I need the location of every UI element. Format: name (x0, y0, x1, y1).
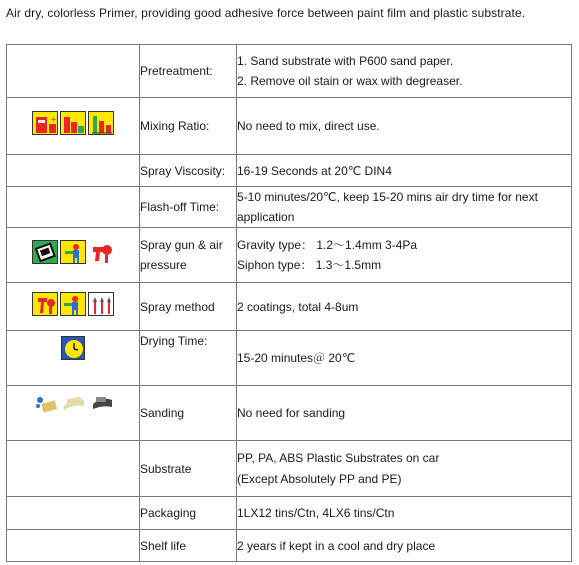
icon-cell (7, 331, 140, 386)
icon-cell (7, 530, 140, 562)
table-row (7, 530, 572, 562)
icon-cell (7, 98, 140, 155)
spec-table (6, 44, 572, 562)
value-line: 16-19 Seconds at 20℃ DIN4 (237, 163, 392, 178)
row-value (237, 441, 572, 497)
value-line: 5-10 minutes/20℃, keep 15-20 mins air dry time for next application (237, 190, 538, 224)
value-line: Gravity type： 1.2～1.4mm 3-4Pa (237, 238, 418, 252)
table-row (7, 283, 572, 331)
value-line: 15-20 minutes＠ 20℃ (237, 351, 356, 365)
row-label: Spray Viscosity: (140, 155, 237, 187)
table-row (7, 98, 572, 155)
hand-sanding-icon (60, 389, 86, 413)
icon-cell (7, 45, 140, 98)
value-line: No need to mix, direct use. (237, 119, 380, 133)
icon-cell (7, 497, 140, 530)
row-value (237, 497, 572, 530)
value-line: 2 years if kept in a cool and dry place (237, 538, 436, 553)
icon-cell (7, 441, 140, 497)
row-value (237, 331, 572, 386)
table-row (7, 441, 572, 497)
icon-cell (7, 228, 140, 283)
value-line: No need for sanding (237, 406, 346, 420)
spray-coat-icon (32, 292, 58, 316)
icon-cell (7, 283, 140, 331)
table-row (7, 228, 572, 283)
table-row (7, 155, 572, 187)
row-label: Pretreatment: (140, 45, 237, 98)
row-value (237, 98, 572, 155)
value-line: 1LX12 tins/Ctn, 4LX6 tins/Ctn (237, 506, 395, 520)
value-line: (Except Absolutely PP and PE) (237, 471, 402, 486)
row-value (237, 228, 572, 283)
row-label: Spray method (140, 283, 237, 331)
table-row (7, 386, 572, 441)
row-value (237, 187, 572, 228)
row-value (237, 283, 572, 331)
table-row (7, 45, 572, 98)
icon-cell (7, 187, 140, 228)
value-line: 1. Sand substrate with P600 sand paper. (237, 54, 454, 68)
spray-painter-icon (60, 292, 86, 316)
row-label: Flash-off Time: (140, 187, 237, 228)
svg-text:+: + (50, 115, 57, 124)
mixing-bars-icon (60, 111, 86, 135)
row-label: Sanding (140, 386, 237, 441)
mixing-ratio-icon (32, 111, 58, 135)
mixing-measure-icon (88, 111, 114, 135)
icon-cell (7, 386, 140, 441)
row-label: Shelf life (140, 530, 237, 562)
value-line: PP, PA, ABS Plastic Substrates on car (237, 450, 440, 465)
row-value (237, 530, 572, 562)
air-pressure-gun-icon (88, 240, 114, 264)
row-label: Mixing Ratio: (140, 98, 237, 155)
row-label: Drying Time: (140, 331, 237, 386)
table-row (7, 331, 572, 386)
value-line: 2. Remove oil stain or wax with degreaser. (237, 74, 463, 88)
row-label: Packaging (140, 497, 237, 530)
row-value (237, 386, 572, 441)
table-row (7, 187, 572, 228)
value-line: Siphon type： 1.3～1.5mm (237, 258, 382, 272)
clock-icon (61, 336, 85, 360)
row-label: Substrate (140, 441, 237, 497)
wet-sanding-icon (32, 389, 58, 413)
table-row (7, 497, 572, 530)
spray-person-icon (60, 240, 86, 264)
intro-text: Air dry, colorless Primer, providing good adhesive force between paint film and plastic substrate. (6, 6, 526, 20)
spray-coats-count-icon (88, 292, 114, 316)
machine-sanding-icon (88, 389, 114, 413)
row-label: Spray gun & air pressure (140, 228, 237, 283)
row-value (237, 45, 572, 98)
value-line: 2 coatings, total 4-8um (237, 299, 359, 314)
row-value (237, 155, 572, 187)
icon-cell (7, 155, 140, 187)
spray-gun-icon (32, 240, 58, 264)
